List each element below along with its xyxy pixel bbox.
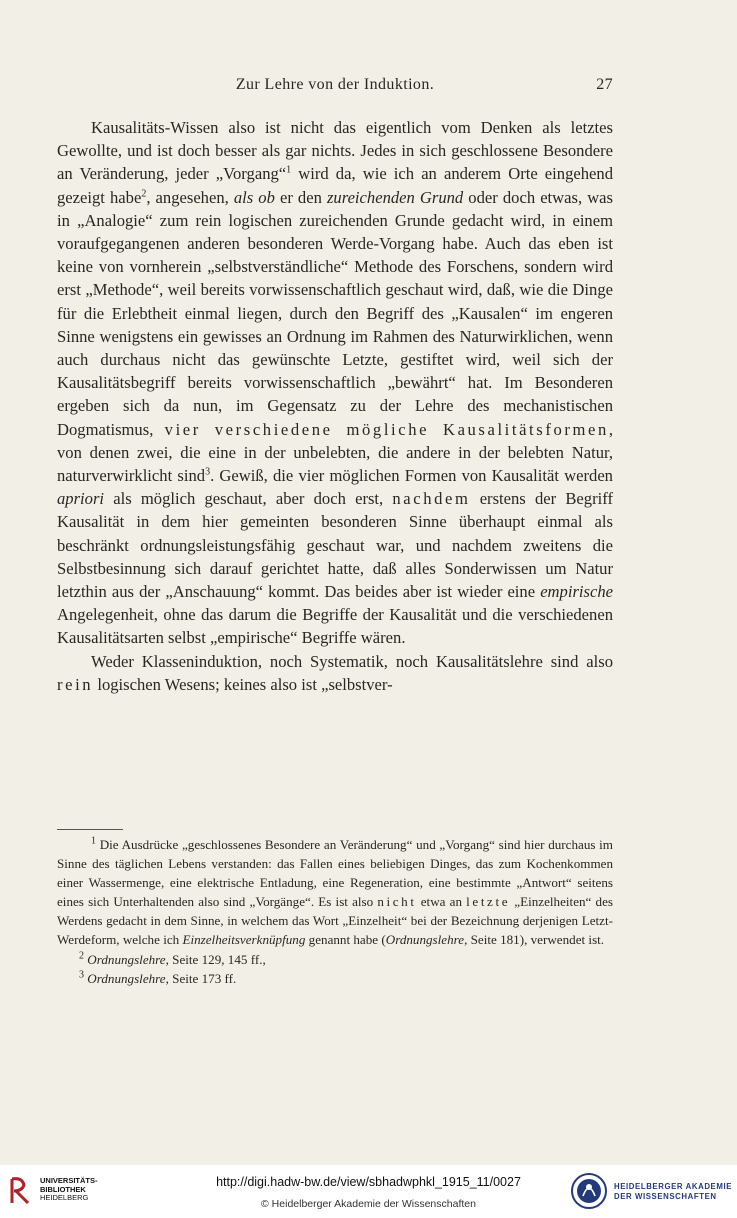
footnote-1: $^1$ Die Ausdrücke „geschlossenes Besondere an Veränderung“ und „Vorgang“ sind hier durchaus im Sinne des täglichen Lebens verstanden: das Fallen eines beliebigen Dinges, das zum Kochenkommen einer Wassermenge, eine elektrische Entladung, eine Regeneration, eine bestimmte „Antwort“ seitens eines sich Unterhaltenden also sind „Vorgänge“. Es ist also nicht etwa an letzte „Einzelheiten“ des Werdens gedacht in dem Sinne, in welchem das Wort „Einzelheit“ bei der Bezeichnung derjenigen Letzt-Werdeform, welche ich Einzelheitsverknüpfung genannt habe (Ordnungslehre, Seite 181), verwendet ist. <box>57 835 613 948</box>
viewer-footer <box>0 1165 737 1218</box>
running-header <box>57 76 613 98</box>
footnote-3: $^3$ Ordnungslehre, Seite 173 ff. <box>79 969 237 986</box>
page-url-link[interactable]: http://digi.hadw-bw.de/view/sbhadwphkl_1915_11/0027 <box>216 1175 521 1189</box>
running-title: Zur Lehre von der Induktion. <box>235 76 435 93</box>
university-library-name: UNIVERSITÄTS- BIBLIOTHEK HEIDELBERG <box>40 1176 98 1202</box>
footnote-2: $^2$ Ordnungslehre, Seite 129, 145 ff., <box>79 950 266 967</box>
paragraph-2: Weder Klasseninduktion, noch Systematik, noch Kausalitätslehre sind also rein logischen Wesens; keines also ist „selbstver- <box>57 651 613 694</box>
body-text <box>57 116 613 696</box>
spaced-emphasis: vier verschiedene mögliche Kausalitätsformen <box>164 419 609 439</box>
copyright-notice: © Heidelberger Akademie der Wissenschaften <box>261 1198 476 1210</box>
spaced-emphasis: nachdem <box>392 489 471 509</box>
page-number: 27 <box>596 76 613 93</box>
academy-name: HEIDELBERGER AKADEMIE DER WISSENSCHAFTEN <box>614 1182 733 1201</box>
footnotes <box>57 835 613 988</box>
footnote-ref-3: 3 <box>205 466 211 478</box>
academy-seal-icon <box>570 1172 608 1210</box>
footnote-ref-1: 1 <box>286 164 292 176</box>
paragraph-1: Kausalitäts-Wissen also ist nicht das eigentlich vom Denken als letztes Gewollte, und ist doch besser als gar nichts. Jedes in sich geschlossene Besondere an Veränderung, jeder „Vorgang“$^1$ wird da, wie ich an anderem Orte eingehend gezeigt habe$^2$, angesehen, als ob er den zureichenden Grund oder doch etwas, was in „Analogie“ zum rein logischen zureichenden Grunde gedacht wird, in einem voraufgegangenen anderen besonderen Werde-Vorgang habe. Auch das eben ist keine von vornherein „selbstverständliche“ Methode des Forschens, sondern wird erst „Methode“, weil bereits vorwissenschaftlich geschaut wird, daß, wie die Dinge für die Erlebtheit einmal liegen, durch den Begriff des „Kausalen“ im engeren Sinne wenigstens ein gewisses an Ordnung im Rahmen des Naturwirklichen, wenn auch durchaus nicht das gewünschte Letzte, gestiftet wird, weil sich der Kausalitätsbegriff bereits vorwissenschaftlich „bewährt“ hat. Im Besonderen ergeben sich da nun, im Gegensatz zu der Lehre des mechanistischen Dogmatismus, vier verschiedene mögliche Kausalitätsformen, von denen zwei, die eine in der unbelebten, die andere in der belebten Natur, naturverwirklicht sind$^3$. Gewiß, die vier möglichen Formen von Kausalität werden apriori als möglich geschaut, aber doch erst, nachdem erstens der Begriff Kausalität in dem hier gemeinten besonderen Sinne überhaupt einmal als beschränkt ordnungsleistungsfähig geschaut war, und nachdem zweitens die Selbstbesinnung sich darauf gerichtet hatte, daß alles Sonderwissen um Natur letzthin aus der „Anschauung“ kommt. Das beides aber ist wieder eine empirische Angelegenheit, ohne das darum die Begriffe der Kausalität und die verschiedenen Kausalitätsarten selbst „empirische“ Begriffe wären. <box>57 118 613 648</box>
footnote-ref-2: 2 <box>141 188 147 200</box>
footnote-rule <box>57 829 123 830</box>
spaced-emphasis: rein <box>57 674 94 694</box>
